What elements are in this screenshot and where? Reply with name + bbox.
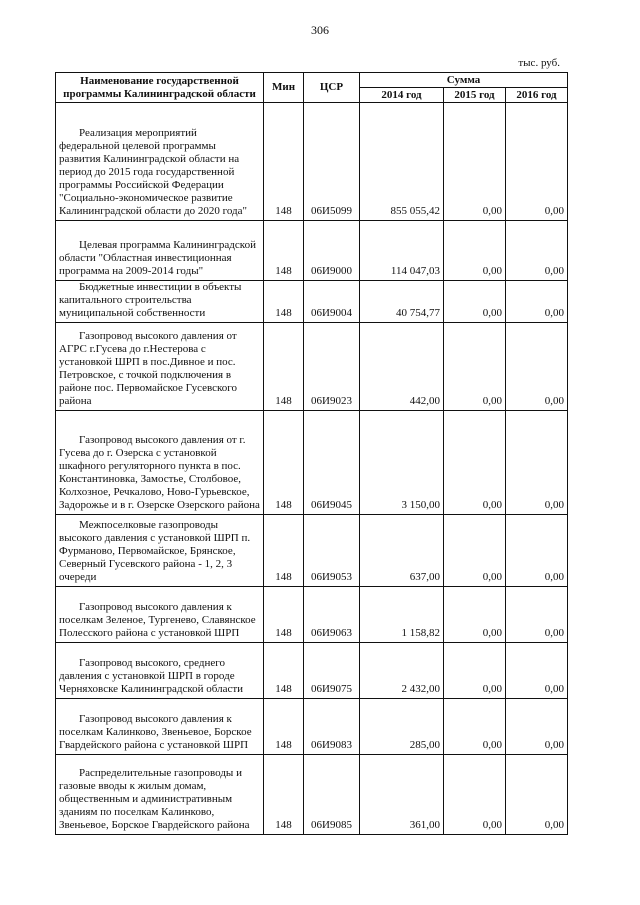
row-name: Бюджетные инвестиции в объекты капитального строительства муниципальной собственности <box>56 281 264 323</box>
table-row <box>56 515 568 587</box>
row-sum-2016: 0,00 <box>506 323 568 411</box>
row-sum-2014: 40 754,77 <box>360 281 444 323</box>
row-sum-2014: 637,00 <box>360 515 444 587</box>
row-min: 148 <box>264 323 304 411</box>
row-min: 148 <box>264 699 304 755</box>
row-csr: 06И5099 <box>304 103 360 221</box>
header-csr: ЦСР <box>304 73 360 103</box>
row-sum-2016: 0,00 <box>506 221 568 281</box>
row-name: Газопровод высокого давления от г. Гусева до г. Озерска с установкой шкафного регуляторного пункта в пос. Константиновка, Замостье, Столбовое, Колхозное, Речкалово, Ново-Гурьевское, Задорожье и в г. Озерске Озерского района <box>56 411 264 515</box>
row-name: Газопровод высокого давления к поселкам Зеленое, Тургенево, Славянское Полесского района с установкой ШРП <box>56 587 264 643</box>
row-sum-2015: 0,00 <box>444 103 506 221</box>
row-min: 148 <box>264 515 304 587</box>
row-sum-2014: 285,00 <box>360 699 444 755</box>
row-sum-2016: 0,00 <box>506 281 568 323</box>
table-row <box>56 281 568 323</box>
row-sum-2015: 0,00 <box>444 643 506 699</box>
row-sum-2014: 114 047,03 <box>360 221 444 281</box>
row-name: Реализация мероприятий федеральной целевой программы развития Калининградской области на период до 2015 года государственной программы Российской Федерации "Социально-экономическое развитие Калининградской области до 2020 года" <box>56 103 264 221</box>
row-csr: 06И9045 <box>304 411 360 515</box>
table-row <box>56 643 568 699</box>
row-min: 148 <box>264 755 304 835</box>
row-min: 148 <box>264 103 304 221</box>
header-year-2016: 2016 год <box>506 88 568 103</box>
row-csr: 06И9023 <box>304 323 360 411</box>
row-sum-2014: 361,00 <box>360 755 444 835</box>
row-sum-2015: 0,00 <box>444 587 506 643</box>
row-csr: 06И9053 <box>304 515 360 587</box>
row-sum-2015: 0,00 <box>444 755 506 835</box>
row-csr: 06И9083 <box>304 699 360 755</box>
row-name: Газопровод высокого, среднего давления с установкой ШРП в городе Черняховске Калининградской области <box>56 643 264 699</box>
row-name: Газопровод высокого давления от АГРС г.Гусева до г.Нестерова с установкой ШРП в пос.Дивное и пос. Петровское, с точкой подключения в районе пос. Первомайское Гусевского района <box>56 323 264 411</box>
table-row <box>56 699 568 755</box>
row-sum-2014: 2 432,00 <box>360 643 444 699</box>
row-min: 148 <box>264 221 304 281</box>
row-sum-2016: 0,00 <box>506 643 568 699</box>
header-year-2015: 2015 год <box>444 88 506 103</box>
row-sum-2016: 0,00 <box>506 411 568 515</box>
table-row <box>56 411 568 515</box>
row-sum-2015: 0,00 <box>444 221 506 281</box>
row-csr: 06И9004 <box>304 281 360 323</box>
row-sum-2016: 0,00 <box>506 103 568 221</box>
row-name: Газопровод высокого давления к поселкам Калинково, Звеньевое, Борское Гвардейского района с установкой ШРП <box>56 699 264 755</box>
row-sum-2015: 0,00 <box>444 411 506 515</box>
row-sum-2014: 855 055,42 <box>360 103 444 221</box>
header-year-2014: 2014 год <box>360 88 444 103</box>
row-name: Межпоселковые газопроводы высокого давления с установкой ШРП п. Фурманово, Первомайское, Брянское, Северный Гусевского района - 1, 2, 3 очереди <box>56 515 264 587</box>
budget-table <box>55 72 568 835</box>
row-sum-2015: 0,00 <box>444 515 506 587</box>
row-csr: 06И9063 <box>304 587 360 643</box>
row-min: 148 <box>264 411 304 515</box>
row-min: 148 <box>264 281 304 323</box>
row-min: 148 <box>264 643 304 699</box>
row-csr: 06И9085 <box>304 755 360 835</box>
row-sum-2015: 0,00 <box>444 323 506 411</box>
row-min: 148 <box>264 587 304 643</box>
row-sum-2015: 0,00 <box>444 699 506 755</box>
row-sum-2015: 0,00 <box>444 281 506 323</box>
row-sum-2016: 0,00 <box>506 755 568 835</box>
page-number: 306 <box>311 23 329 37</box>
table-row <box>56 587 568 643</box>
row-sum-2014: 442,00 <box>360 323 444 411</box>
units-label: тыс. руб. <box>518 57 560 69</box>
row-sum-2016: 0,00 <box>506 587 568 643</box>
row-sum-2016: 0,00 <box>506 515 568 587</box>
row-csr: 06И9000 <box>304 221 360 281</box>
header-sum: Сумма <box>360 73 568 88</box>
table-row <box>56 103 568 221</box>
header-name: Наименование государственной программы Калининградской области <box>56 73 264 103</box>
header-min: Мин <box>264 73 304 103</box>
row-csr: 06И9075 <box>304 643 360 699</box>
row-sum-2014: 1 158,82 <box>360 587 444 643</box>
row-name: Распределительные газопроводы и газовые вводы к жилым домам, общественным и административным зданиям по поселкам Калинково, Звеньевое, Борское Гвардейского района <box>56 755 264 835</box>
row-name: Целевая программа Калининградской области "Областная инвестиционная программа на 2009-2014 годы" <box>56 221 264 281</box>
row-sum-2016: 0,00 <box>506 699 568 755</box>
row-sum-2014: 3 150,00 <box>360 411 444 515</box>
table-row <box>56 323 568 411</box>
table-row <box>56 755 568 835</box>
table-row <box>56 221 568 281</box>
